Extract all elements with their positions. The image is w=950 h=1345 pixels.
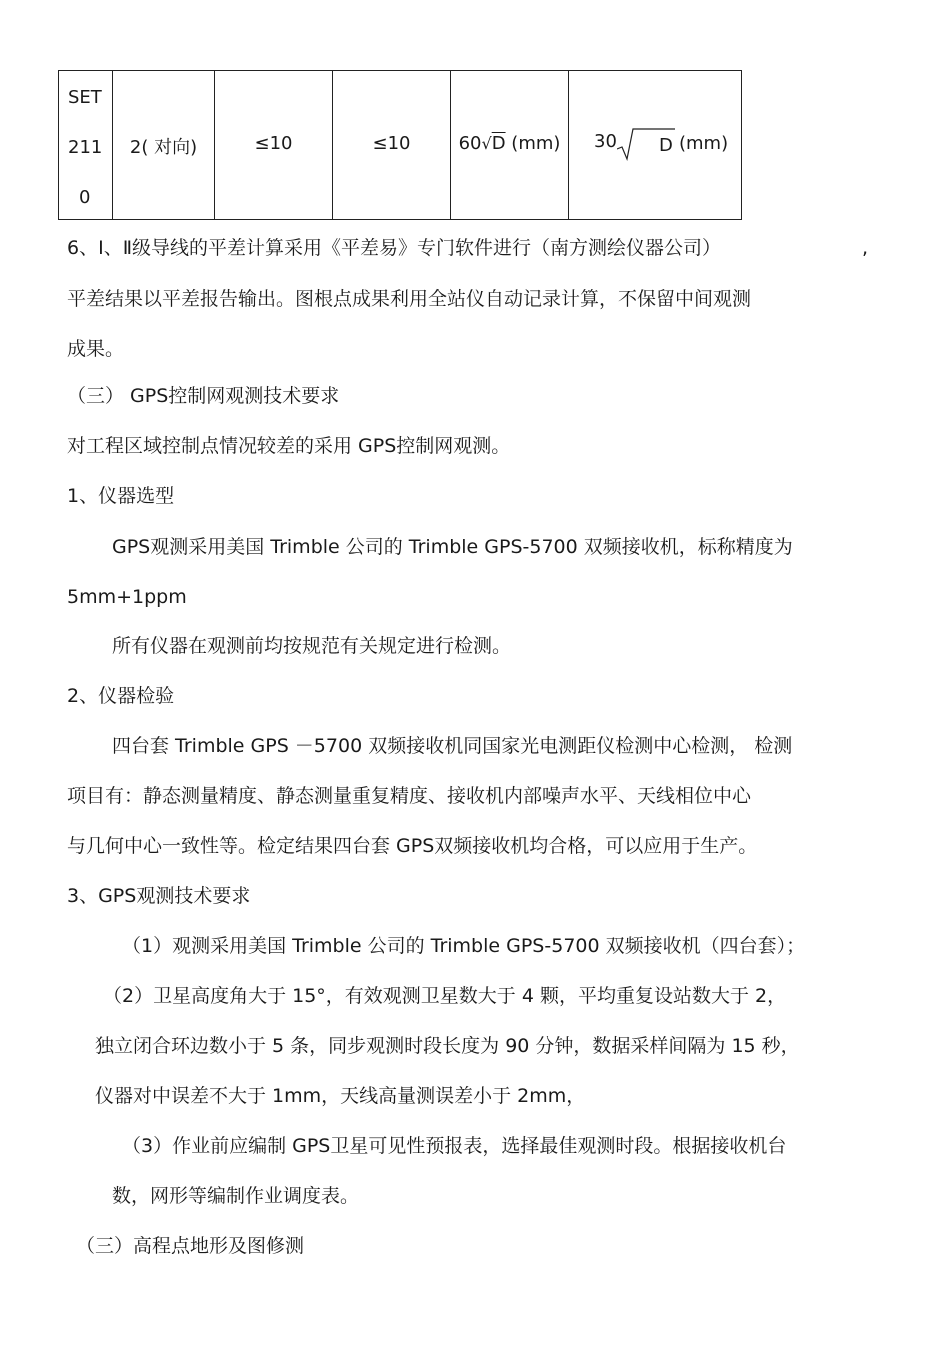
paragraph-line: 成果。 bbox=[67, 338, 125, 360]
paragraph-line: 6、Ⅰ、Ⅱ级导线的平差计算采用《平差易》专门软件进行（南方测绘仪器公司） bbox=[67, 237, 722, 259]
table-text: 2( 对向) bbox=[129, 137, 198, 158]
list-item: （3）作业前应编制 GPS卫星可见性预报表，选择最佳观测时段。根据接收机台 bbox=[122, 1135, 787, 1157]
table-text: ≤10 bbox=[254, 133, 293, 154]
paragraph-line: 项目有：静态测量精度、静态测量重复精度、接收机内部噪声水平、天线相位中心 bbox=[67, 785, 752, 807]
subheading: 1、仪器选型 bbox=[67, 485, 175, 507]
formula-unit: (mm) bbox=[511, 133, 561, 154]
subheading: 3、GPS观测技术要求 bbox=[67, 885, 251, 907]
table-cell-formula-1 bbox=[451, 71, 569, 219]
table-cell-sets bbox=[113, 71, 215, 219]
spec-table bbox=[58, 70, 742, 220]
table-cell-limit-2 bbox=[333, 71, 451, 219]
table-text: ≤10 bbox=[372, 133, 411, 154]
paragraph-line: 数，网形等编制作业调度表。 bbox=[112, 1185, 360, 1207]
subheading: 2、仪器检验 bbox=[67, 685, 175, 707]
paragraph-line: 仪器对中误差不大于 1mm，天线高量测误差小于 2mm， bbox=[95, 1085, 586, 1107]
section-heading: （三）高程点地形及图修测 bbox=[76, 1235, 305, 1257]
paragraph-line: 与几何中心一致性等。检定结果四台套 GPS双频接收机均合格，可以应用于生产。 bbox=[67, 835, 758, 857]
paragraph-line: 对工程区域控制点情况较差的采用 GPS控制网观测。 bbox=[67, 435, 511, 457]
paragraph-line: 四台套 Trimble GPS －5700 双频接收机同国家光电测距仪检测中心检测， 检测 bbox=[112, 735, 793, 757]
table-text: SET bbox=[68, 87, 102, 108]
formula-coef: 30 bbox=[594, 131, 617, 152]
table-cell-limit-1 bbox=[215, 71, 333, 219]
paragraph-line: 独立闭合环边数小于 5 条，同步观测时段长度为 90 分钟，数据采样间隔为 15 秒， bbox=[95, 1035, 800, 1057]
formula-coef: 60 bbox=[458, 133, 482, 154]
radical-icon: √ bbox=[481, 134, 492, 153]
table-text: 211 bbox=[68, 137, 103, 158]
paragraph-line: GPS观测采用美国 Trimble 公司的 Trimble GPS-5700 双频接收机，标称精度为 bbox=[112, 536, 793, 558]
formula bbox=[451, 133, 568, 154]
list-item: （2）卫星高度角大于 15°，有效观测卫星数大于 4 颗，平均重复设站数大于 2， bbox=[103, 985, 787, 1007]
paragraph-line: 平差结果以平差报告输出。图根点成果利用全站仪自动记录计算，不保留中间观测 bbox=[67, 288, 752, 310]
formula-unit: (mm) bbox=[679, 133, 729, 154]
paragraph-line: , bbox=[862, 237, 869, 259]
paragraph-line: 5mm+1ppm bbox=[67, 586, 187, 608]
list-item: （1）观测采用美国 Trimble 公司的 Trimble GPS-5700 双频接收机（四台套）； bbox=[122, 935, 806, 957]
section-heading: （三） GPS控制网观测技术要求 bbox=[67, 385, 340, 407]
table-cell-model bbox=[59, 71, 113, 219]
formula-var: D bbox=[659, 135, 673, 156]
paragraph-line: 所有仪器在观测前均按规范有关规定进行检测。 bbox=[112, 635, 512, 657]
table-text: 0 bbox=[79, 187, 91, 208]
formula-var: D bbox=[491, 133, 506, 154]
table-cell-formula-2 bbox=[569, 71, 743, 219]
